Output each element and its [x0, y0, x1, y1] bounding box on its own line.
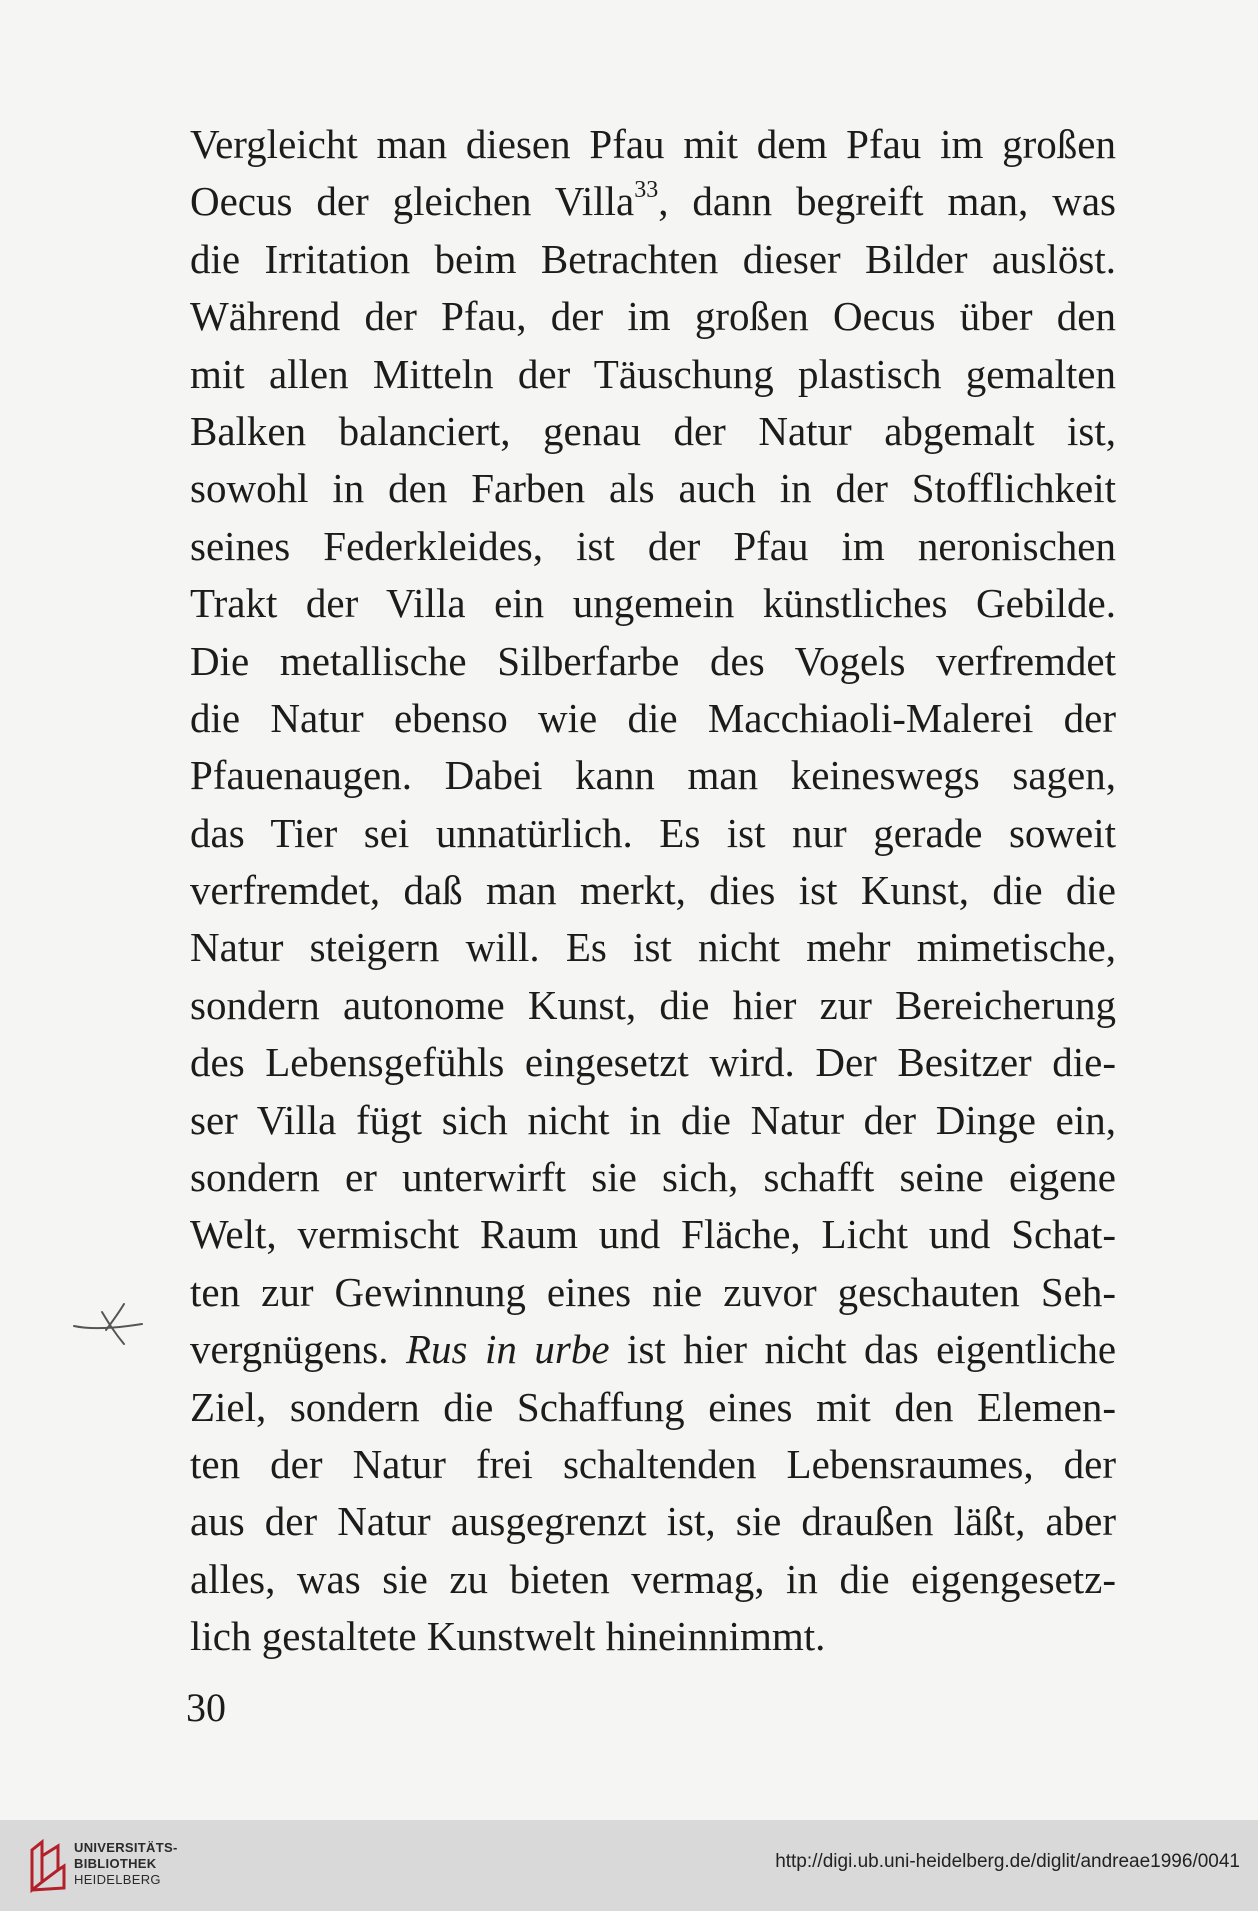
text-line: sowohl in den Farben als auch in der Stofflichkeit — [190, 465, 1116, 512]
text-line: verfremdet, daß man merkt, dies ist Kunst, die die — [190, 867, 1116, 914]
text-line: ser Villa fügt sich nicht in die Natur der Dinge ein, — [190, 1096, 1116, 1143]
italic-phrase: Rus in urbe — [406, 1326, 610, 1373]
logo-line: HEIDELBERG — [74, 1872, 161, 1887]
body-paragraph — [190, 116, 1116, 1666]
text-line: Während der Pfau, der im großen Oecus über den — [190, 293, 1116, 340]
text-line: Natur steigern will. Es ist nicht mehr mimetische, — [190, 924, 1116, 971]
text-line: alles, was sie zu bieten vermag, in die eigengesetz- — [190, 1555, 1116, 1602]
library-logo-text — [74, 1840, 178, 1888]
text-line: ten zur Gewinnung eines nie zuvor geschauten Seh- — [190, 1268, 1116, 1315]
handwritten-cross-mark-icon — [72, 1300, 148, 1346]
logo-line: BIBLIOTHEK — [74, 1856, 157, 1871]
text-line: des Lebensgefühls eingesetzt wird. Der Besitzer die- — [190, 1039, 1116, 1086]
text-line: mit allen Mitteln der Täuschung plastisch gemalten — [190, 350, 1116, 397]
text-line: Balken balanciert, genau der Natur abgemalt ist, — [190, 407, 1116, 454]
text-line: lich gestaltete Kunstwelt hineinnimmt. — [190, 1613, 826, 1660]
text-line: Vergleicht man diesen Pfau mit dem Pfau im großen — [190, 121, 1116, 167]
text-line: Pfauenaugen. Dabei kann man keineswegs sagen, — [190, 752, 1116, 799]
library-logo-icon — [28, 1838, 68, 1894]
text-segment: vergnügens. — [190, 1326, 389, 1373]
footnote-reference[interactable]: 33 — [634, 177, 659, 204]
text-line: die Natur ebenso wie die Macchiaoli-Malerei der — [190, 694, 1116, 741]
text-line: Welt, vermischt Raum und Fläche, Licht und Schat- — [190, 1211, 1116, 1258]
text-segment: ist hier nicht das eigentliche — [609, 1326, 1117, 1373]
text-line: ten der Natur frei schaltenden Lebensraumes, der — [190, 1440, 1116, 1487]
text-line: die Irritation beim Betrachten dieser Bilder auslöst. — [190, 235, 1116, 282]
text-line — [190, 173, 1116, 230]
text-line — [190, 1321, 1116, 1378]
source-url-link[interactable]: http://digi.ub.uni-heidelberg.de/diglit/andreae1996/0041 — [775, 1851, 1240, 1872]
text-segment: , dann begreift man, was — [658, 178, 1116, 225]
text-segment: Oecus der gleichen Villa — [190, 178, 635, 225]
footer-bar — [0, 1820, 1258, 1911]
text-line: das Tier sei unnatürlich. Es ist nur gerade soweit — [190, 809, 1116, 856]
text-line: Ziel, sondern die Schaffung eines mit den Elemen- — [190, 1383, 1116, 1430]
text-line: Trakt der Villa ein ungemein künstliches Gebilde. — [190, 580, 1116, 627]
text-line: Die metallische Silberfarbe des Vogels verfremdet — [190, 637, 1116, 684]
text-line: aus der Natur ausgegrenzt ist, sie draußen läßt, aber — [190, 1498, 1116, 1545]
text-line: sondern autonome Kunst, die hier zur Bereicherung — [190, 981, 1116, 1028]
logo-line: UNIVERSITÄTS- — [74, 1840, 178, 1855]
text-line: sondern er unterwirft sie sich, schafft seine eigene — [190, 1154, 1116, 1201]
text-line: seines Federkleides, ist der Pfau im neronischen — [190, 522, 1116, 569]
page-number: 30 — [186, 1685, 226, 1730]
